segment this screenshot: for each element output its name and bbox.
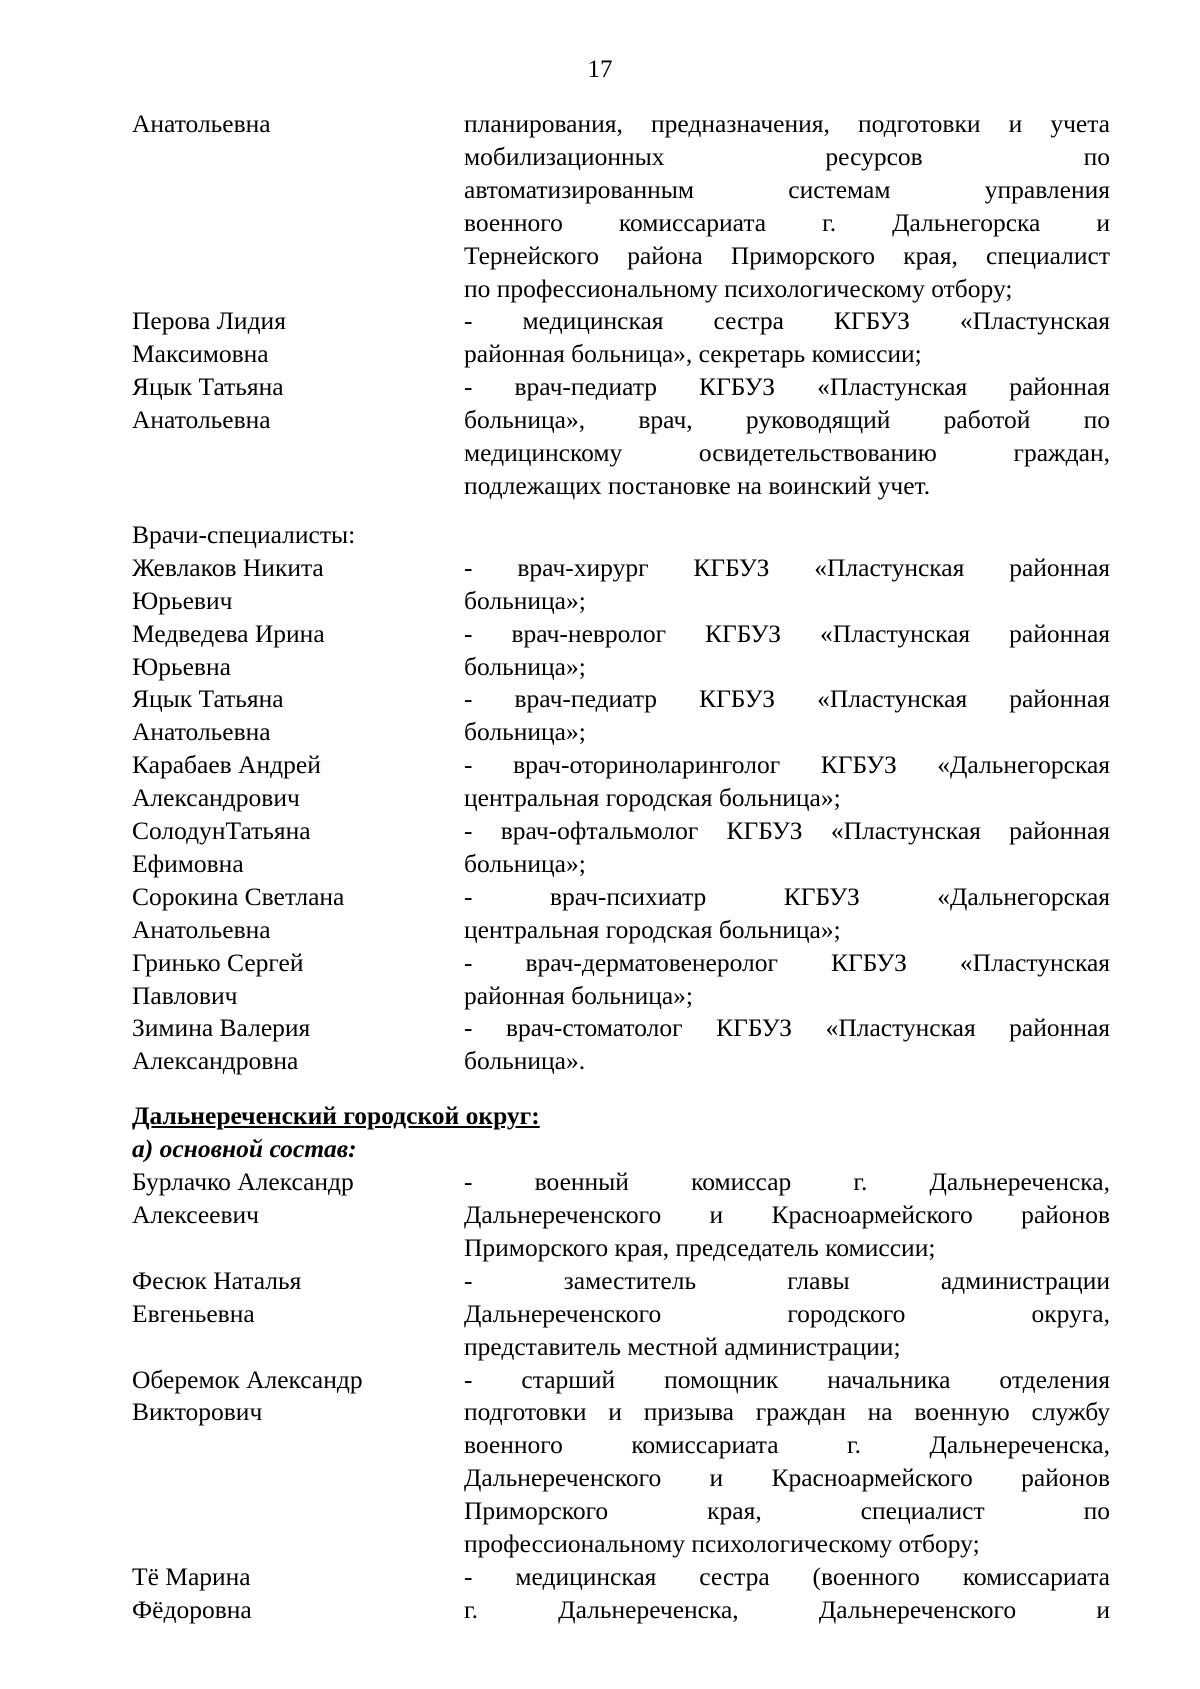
member-position — [464, 749, 1110, 815]
member-position — [464, 305, 1110, 371]
member-row — [132, 305, 1110, 371]
position-line: - врач-психиатр КГБУЗ «Дальнегорская — [464, 881, 1110, 911]
member-name: Тё Марина Фёдоровна — [132, 1561, 252, 1624]
specialists-list — [132, 552, 1110, 1079]
member-name: Гринько Сергей Павлович — [132, 947, 304, 1010]
position-line: больница»; — [464, 585, 586, 615]
member-position — [464, 552, 1110, 618]
member-position — [464, 881, 1110, 947]
member-name: Оберемок Александр Викторович — [132, 1364, 363, 1427]
position-line: медицинскому освидетельствованию граждан, — [464, 438, 1110, 468]
member-name: Карабаев Андрей Александрович — [132, 750, 321, 813]
member-position — [464, 108, 1110, 305]
position-line: Приморского края, специалист по — [464, 1496, 1110, 1526]
position-line: - старший помощник начальника отделения — [464, 1364, 1110, 1394]
member-row — [132, 108, 1110, 305]
position-line: военного комиссариата г. Дальнегорска и — [464, 207, 1110, 237]
position-line: - медицинская сестра КГБУЗ «Пластунская — [464, 306, 1110, 336]
position-line: военного комиссариата г. Дальнереченска, — [464, 1430, 1110, 1460]
position-line: подлежащих постановке на воинский учет. — [464, 470, 931, 500]
position-line: - военный комиссар г. Дальнереченска, — [464, 1167, 1110, 1197]
position-line: профессиональному психологическому отбору; — [464, 1529, 980, 1559]
member-position — [464, 1265, 1110, 1364]
member-position — [464, 371, 1110, 503]
position-line: мобилизационных ресурсов по — [464, 141, 1110, 171]
position-line: - врач-стоматолог КГБУЗ «Пластунская районная — [464, 1013, 1110, 1043]
member-position — [464, 1166, 1110, 1265]
position-line: - врач-офтальмолог КГБУЗ «Пластунская районная — [464, 816, 1110, 846]
position-line: больница», врач, руководящий работой по — [464, 405, 1110, 435]
member-name: Яцык Татьяна Анатольевна — [132, 372, 284, 435]
member-row — [132, 1364, 1110, 1561]
position-line: Дальнереченского и Красноармейского районов — [464, 1200, 1110, 1229]
member-name: Жевлаков Никита Юрьевич — [132, 552, 324, 615]
member-position — [464, 1012, 1110, 1078]
member-name: Бурлачко Александр Алексеевич — [132, 1167, 354, 1229]
member-row — [132, 947, 1110, 1013]
member-row — [132, 815, 1110, 881]
member-name: Медведева Ирина Юрьевна — [132, 618, 325, 681]
member-position — [464, 815, 1110, 881]
position-line: - врач-хирург КГБУЗ «Пластунская районная — [464, 552, 1110, 582]
position-line: - врач-невролог КГБУЗ «Пластунская районная — [464, 618, 1110, 648]
position-line: Приморского края, председатель комиссии; — [464, 1232, 936, 1262]
position-line: планирования, предназначения, подготовки и учета — [464, 109, 1110, 138]
position-line: подготовки и призыва граждан на военную службу — [464, 1397, 1110, 1427]
position-line: центральная городская больница»; — [464, 914, 841, 944]
member-row — [132, 552, 1110, 618]
member-row — [132, 1265, 1110, 1364]
position-line: представитель местной администрации; — [464, 1331, 901, 1361]
member-name: Зимина Валерия Александровна — [132, 1013, 311, 1076]
continuation-block — [132, 108, 1110, 503]
position-line: больница»; — [464, 651, 586, 681]
specialists-label: Врачи-специалисты: — [132, 519, 356, 549]
subsection-title: а) основной состав: — [132, 1134, 357, 1164]
section-title: Дальнереченский городской округ: — [132, 1101, 540, 1131]
member-row — [132, 749, 1110, 815]
member-row — [132, 1561, 1110, 1627]
position-line: г. Дальнереченска, Дальнереченского и — [464, 1594, 1110, 1624]
position-line: - заместитель главы администрации — [464, 1265, 1110, 1295]
member-row — [132, 1166, 1110, 1265]
main-members-list — [132, 1166, 1110, 1627]
position-line: - врач-педиатр КГБУЗ «Пластунская районная — [464, 684, 1110, 714]
member-position — [464, 1561, 1110, 1627]
document-body — [132, 108, 1110, 1627]
position-line: - врач-дерматовенеролог КГБУЗ «Пластунская — [464, 947, 1110, 977]
position-line: по профессиональному психологическому отбору; — [464, 273, 1013, 303]
position-line: - врач-оториноларинголог КГБУЗ «Дальнегорская — [464, 750, 1110, 780]
position-line: - врач-педиатр КГБУЗ «Пластунская районная — [464, 372, 1110, 402]
position-line: автоматизированным системам управления — [464, 174, 1110, 204]
position-line: районная больница»; — [464, 980, 694, 1010]
position-line: больница»; — [464, 848, 586, 878]
member-row — [132, 371, 1110, 503]
position-line: больница». — [464, 1046, 586, 1076]
position-line: Дальнереченского и Красноармейского районов — [464, 1463, 1110, 1493]
position-line: больница»; — [464, 717, 586, 747]
position-line: районная больница», секретарь комиссии; — [464, 339, 922, 369]
position-line: - медицинская сестра (военного комиссариата — [464, 1561, 1110, 1591]
member-name: Сорокина Светлана Анатольевна — [132, 881, 345, 944]
member-row — [132, 881, 1110, 947]
member-name: Перова Лидия Максимовна — [132, 306, 286, 369]
member-row — [132, 683, 1110, 749]
member-row — [132, 618, 1110, 684]
position-line: Тернейского района Приморского края, специалист — [464, 240, 1110, 270]
member-position — [464, 1364, 1110, 1561]
position-line: центральная городская больница»; — [464, 783, 841, 813]
member-name: Анатольевна — [132, 109, 271, 138]
position-line: Дальнереченского городского округа, — [464, 1298, 1110, 1328]
member-name: Фесюк Наталья Евгеньевна — [132, 1265, 302, 1328]
member-name: Яцык Татьяна Анатольевна — [132, 684, 284, 747]
member-position — [464, 947, 1110, 1013]
member-row — [132, 1012, 1110, 1078]
member-name: СолодунТатьяна Ефимовна — [132, 816, 311, 878]
page-number: 17 — [587, 56, 613, 83]
member-position — [464, 618, 1110, 684]
member-position — [464, 683, 1110, 749]
